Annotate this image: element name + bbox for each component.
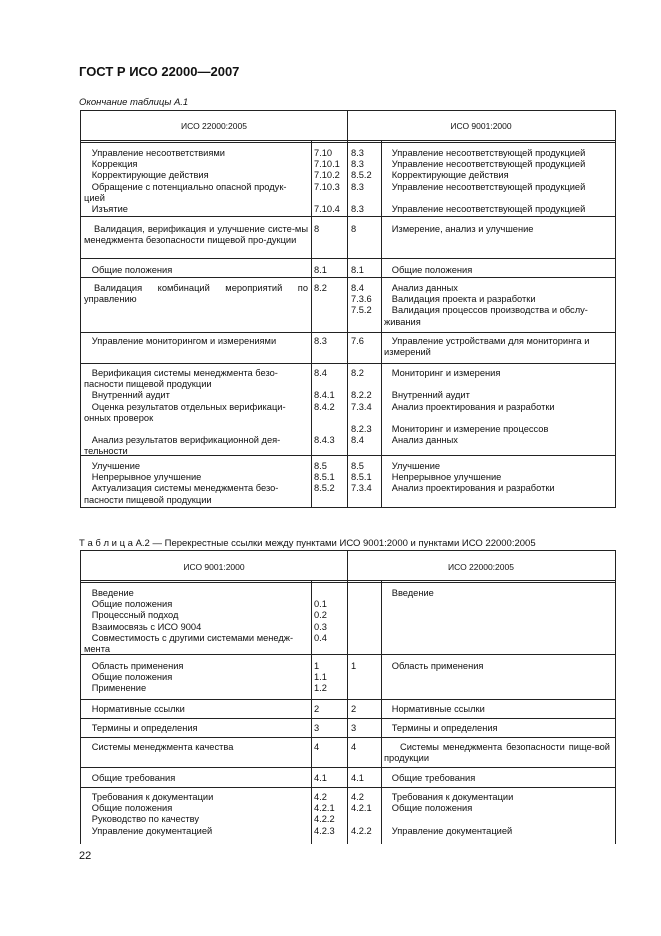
table-cell: Улучшение Непрерывное улучшение Актуализация системы менеджмента безо- пасности пищевой продукции [84,461,279,505]
table-cell: 8.2 8.2.2 7.3.4 8.2.3 8.4 [351,368,372,446]
table-cell: 8.5 8.5.1 8.5.2 [314,461,335,494]
table-cell: Общие требования [384,773,476,783]
table-cell: 3 [314,723,320,733]
table1-col-left: ИСО 22000:2005 [181,121,247,131]
table-cell: Термины и определения [384,723,498,733]
table-cell: 4.1 [351,773,364,783]
table-cell: Верификация системы менеджмента безо- пасности пищевой продукции Внутренний аудит Оценка результатов отдельных верификаци- онных проверок Анализ результатов верификационной дея- тельности [84,368,286,457]
table-cell: 4.2 4.2.1 4.2.2 [351,792,372,836]
table-cell: 8.3 8.3 8.5.2 8.3 8.3 [351,148,372,215]
table-cell: Анализ данных Валидация проекта и разработки Валидация процессов производства и обслу- живания [384,283,588,327]
table-cell: Валидация комбинаций мероприятий по управлению [84,283,308,305]
table-cell: Термины и определения [84,723,198,733]
table2-col-left: ИСО 9001:2000 [183,562,245,572]
table1-caption: Окончание таблицы А.1 [79,97,189,108]
table-cell: 1 [351,661,357,671]
table-cell: Управление устройствами для мониторинга и измерений [384,336,590,358]
table-cell: 1 1.1 1.2 [314,661,327,694]
table-cell: 8.3 [314,336,327,346]
table-cell: 8.1 [351,265,364,275]
table-cell: Нормативные ссылки [384,704,485,714]
table-cell: Нормативные ссылки [84,704,185,714]
table-cell: Общие положения [384,265,473,275]
table2-col-right: ИСО 22000:2005 [448,562,514,572]
table-cell: Управление несоответствиями Коррекция Корректирующие действия Обращение с потенциально опасной продук- цией Изъятие [84,148,287,215]
document-header: ГОСТ Р ИСО 22000—2007 [79,64,240,79]
table-cell: 2 [314,704,320,714]
table-cell: 4 [314,742,320,752]
table-cell: Улучшение Непрерывное улучшение Анализ проектирования и разработки [391,461,555,494]
table1-col-right: ИСО 9001:2000 [450,121,512,131]
table1 [80,110,616,508]
table-cell: Управление несоответствующей продукцией Управление несоответствующей продукцией Корректирующие действия Управление несоответствующей продукцией Управление несоответствующей продукцией [391,148,586,215]
table-cell: 8 [351,224,357,234]
table-cell: Системы менеджмента качества [84,742,234,752]
table-cell: 4.2 4.2.1 4.2.2 4.2.3 [314,792,335,836]
table-cell: 0.1 0.2 0.3 0.4 [314,599,327,643]
table-cell: 8.1 [314,265,327,275]
table-cell: Общие положения [84,265,173,275]
table-cell: Мониторинг и измерения Внутренний аудит Анализ проектирования и разработки Мониторинг и измерение процессов Анализ данных [391,368,555,446]
table-cell: Измерение, анализ и улучшение [384,224,534,234]
table-cell: Требования к документации Общие положения Руководство по качеству Управление документацией [91,792,214,836]
table-cell: Общие требования [84,773,176,783]
table-cell: Область применения Общие положения Применение [91,661,184,694]
table-cell: 4.1 [314,773,327,783]
table-cell: 8.4 7.3.6 7.5.2 [351,283,372,316]
table-cell: Системы менеджмента безопасности пище-вой продукции [384,742,610,764]
table-cell: 3 [351,723,357,733]
table-cell: Валидация, верификация и улучшение систе-мы менеджмента безопасности пищевой про-дукции [84,224,308,246]
table2-caption: Т а б л и ц а А.2 — Перекрестные ссылки между пунктами ИСО 9001:2000 и пунктами ИСО 22000:2005 [79,538,536,549]
table2 [80,550,616,844]
page-number: 22 [79,850,92,862]
table-cell: 8 [314,224,320,234]
table-cell: 8.5 8.5.1 7.3.4 [351,461,372,494]
table-cell: Область применения [384,661,484,671]
table-cell: 4 [351,742,357,752]
table-cell: 7.6 [351,336,364,346]
table-cell: Управление мониторингом и измерениями [84,336,277,346]
table-cell: 2 [351,704,357,714]
table-cell: Введение Общие положения Процессный подход Взаимосвязь с ИСО 9004 Совместимость с другими системами менедж- мента [84,588,294,655]
table-cell: 8.4 8.4.1 8.4.2 8.4.3 [314,368,335,446]
table-cell: Требования к документации Общие положения Управление документацией [391,792,514,836]
table-cell: Введение [384,588,434,598]
table-cell: 7.10 7.10.1 7.10.2 7.10.3 7.10.4 [314,148,340,215]
table-cell: 8.2 [314,283,327,293]
